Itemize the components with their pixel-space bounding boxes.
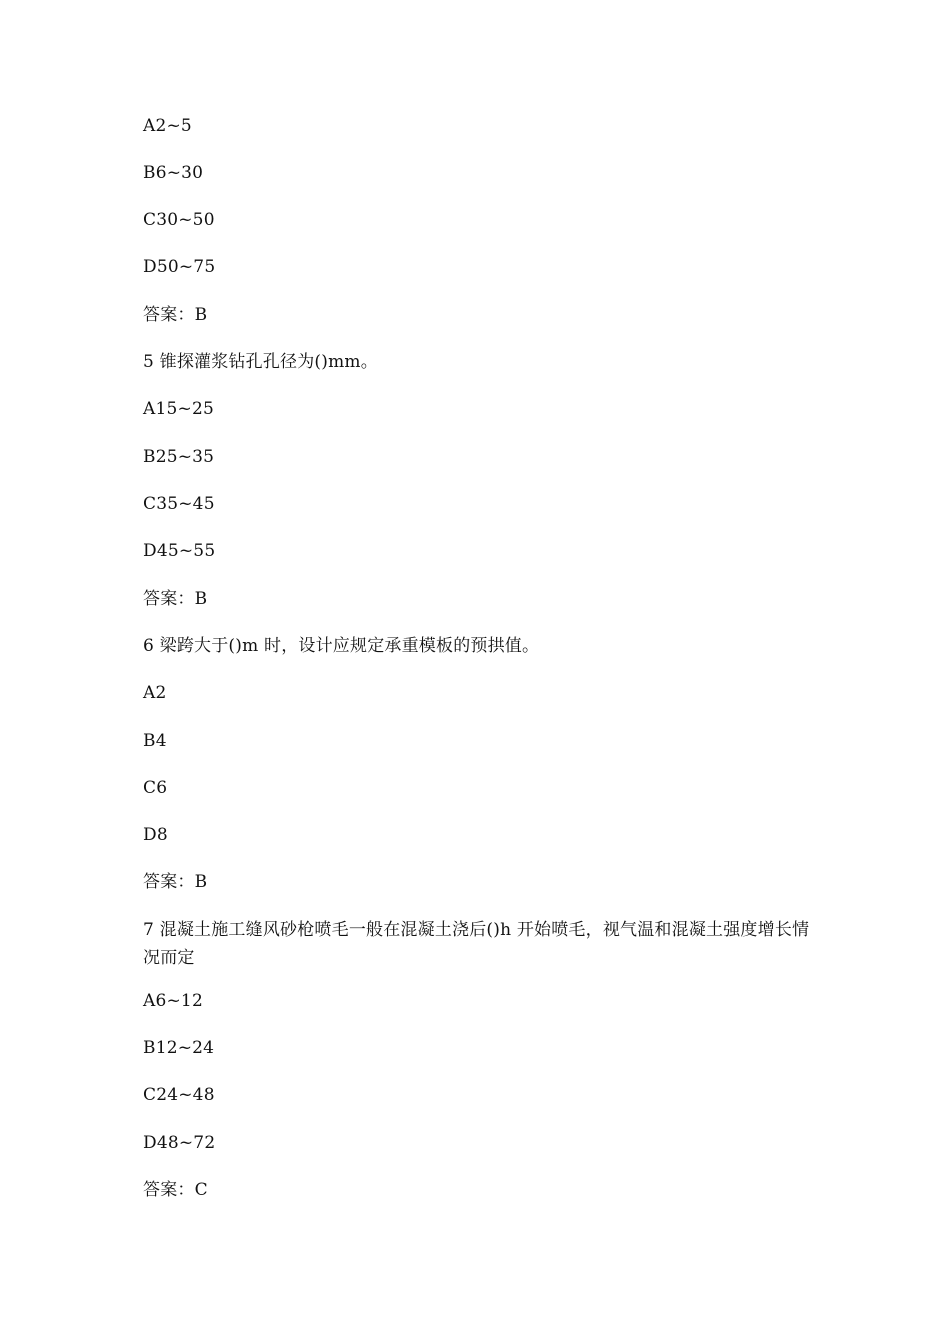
- q4-option-c: C30~50: [143, 210, 215, 230]
- q5-option-d: D45~55: [143, 541, 216, 561]
- q7-option-a: A6~12: [143, 991, 203, 1011]
- q7-option-d: D48~72: [143, 1133, 216, 1153]
- q4-option-a: A2~5: [143, 116, 192, 136]
- q5-option-c: C35~45: [143, 494, 215, 514]
- q6-option-c: C6: [143, 778, 168, 798]
- q6-option-d: D8: [143, 825, 168, 845]
- q5-answer: 答案：B: [143, 589, 208, 609]
- q4-answer: 答案：B: [143, 305, 208, 325]
- q7-option-b: B12~24: [143, 1038, 215, 1058]
- q4-option-d: D50~75: [143, 257, 216, 277]
- q4-option-b: B6~30: [143, 163, 204, 183]
- q7-option-c: C24~48: [143, 1085, 215, 1105]
- q5-option-b: B25~35: [143, 447, 215, 467]
- q5-question: 5 锥探灌浆钻孔孔径为()mm。: [143, 352, 378, 372]
- q6-option-b: B4: [143, 731, 167, 751]
- q6-answer: 答案：B: [143, 872, 208, 892]
- q7-question: 7 混凝土施工缝风砂枪喷毛一般在混凝土浇后()h 开始喷毛，视气温和混凝土强度增长情况而定: [143, 920, 810, 968]
- q7-answer: 答案：C: [143, 1180, 208, 1200]
- q5-option-a: A15~25: [143, 399, 214, 419]
- q6-option-a: A2: [143, 683, 167, 703]
- q6-question: 6 梁跨大于()m 时，设计应规定承重模板的预拱值。: [143, 636, 540, 656]
